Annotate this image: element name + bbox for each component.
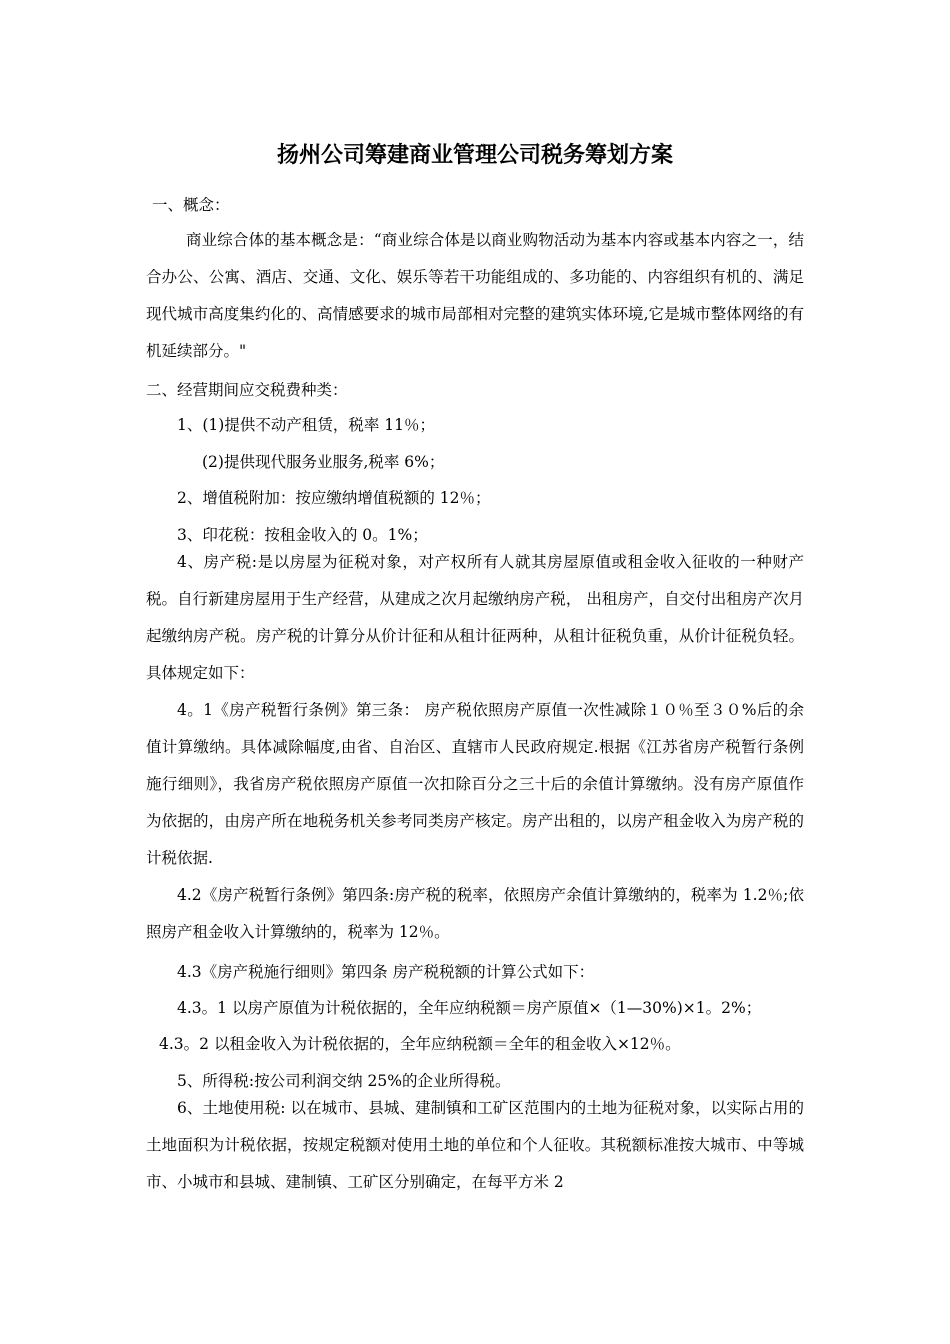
item-3-stamp-duty: 3、印花税：按租金收入的 0。1%； — [177, 526, 428, 544]
item-2-vat-surcharge: 2、增值税附加：按应缴纳增值税额的 12％； — [177, 489, 491, 507]
item-4-property-tax: 4、房产税:是以房屋为征税对象，对产权所有人就其房屋原值或租金收入征收的一种财产税。自行新建房屋用于生产经营，从建成之次月起缴纳房产税， 出租房产，自交付出租房产次月起缴纳房产税。房产税的计算分从价计征和从租计征两种，从租计征税负重，从价计征税负轻。具体规定如下： — [146, 553, 804, 682]
item-4-1-paragraph: 4。1《房产税暂行条例》第三条： 房产税依照房产原值一次性减除１０％至３０%后的余值计算缴纳。具体减除幅度,由省、自治区、直辖市人民政府规定.根据《江苏省房产税暂行条例施行细则》，我省房产税依照房产原值一次扣除百分之三十后的余值计算缴纳。没有房产原值作为依据的，由房产所在地税务机关参考同类房产核定。房产出租的，以房产租金收入为房产税的计税依据. — [146, 701, 804, 867]
item-6-land-use-tax: 6、土地使用税: 以在城市、县城、建制镇和工矿区范围内的土地为征税对象，以实际占用的土地面积为计税依据，按规定税额对使用土地的单位和个人征收。其税额标准按大城市、中等城市、小城市和县城、建制镇、工矿区分别确定，在每平方米 2 — [146, 1099, 804, 1191]
section-1-heading: 一、概念： — [152, 196, 230, 214]
section-2-heading: 二、经营期间应交税费种类： — [146, 381, 348, 399]
item-4-3-heading: 4.3《房产税施行细则》第四条 房产税税额的计算公式如下： — [177, 963, 595, 981]
item-4-3-1-formula: 4.3。1 以房产原值为计税依据的，全年应纳税额＝房产原值×（1—30%)×1。2%； — [177, 999, 762, 1017]
concept-paragraph: 商业综合体的基本概念是：“商业综合体是以商业购物活动为基本内容或基本内容之一，结合办公、公寓、酒店、交通、文化、娱乐等若干功能组成的、多功能的、内容组织有机的、满足现代城市高度集约化的、高情感要求的城市局部相对完整的建筑实体环境,它是城市整体网络的有机延续部分。" — [146, 231, 804, 360]
item-1-lease-rate: 1、(1)提供不动产租赁，税率 11％； — [177, 416, 435, 434]
item-4-2-paragraph: 4.2《房产税暂行条例》第四条:房产税的税率，依照房产余值计算缴纳的，税率为 1.2％;依照房产租金收入计算缴纳的，税率为 12％。 — [146, 886, 804, 941]
item-1-service-rate: (2)提供现代服务业服务,税率 6%； — [202, 453, 445, 471]
item-5-income-tax: 5、所得税:按公司利润交纳 25%的企业所得税。 — [177, 1072, 511, 1090]
document-title: 扬州公司筹建商业管理公司税务筹划方案 — [276, 142, 673, 168]
item-4-3-2-formula: 4.3。2 以租金收入为计税依据的，全年应纳税额＝全年的租金收入×12％。 — [159, 1035, 681, 1053]
